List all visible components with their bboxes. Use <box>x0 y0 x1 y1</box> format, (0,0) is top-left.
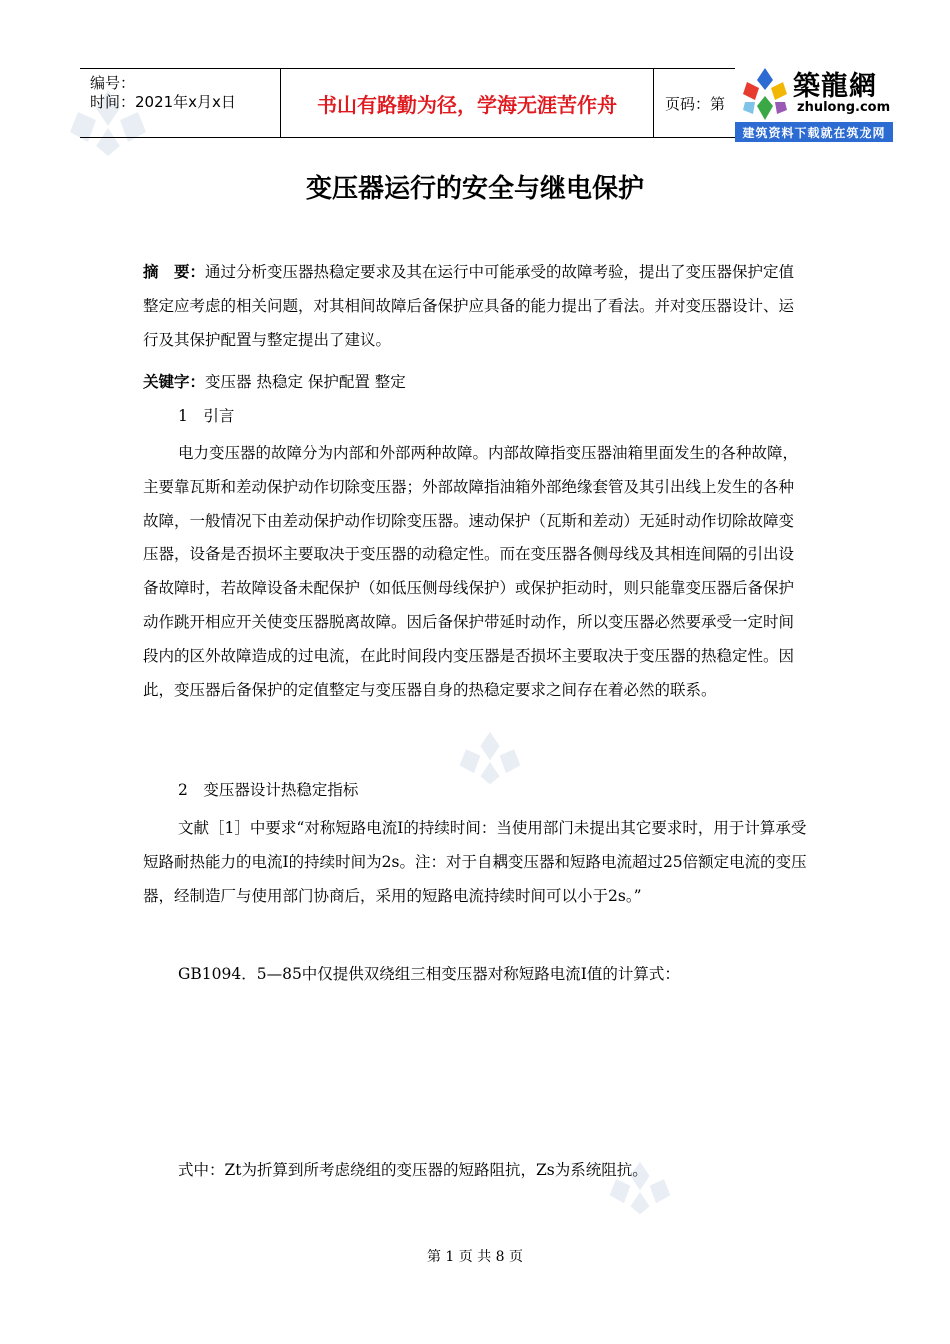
keywords-paragraph <box>143 366 808 400</box>
formula-note: 式中：Zt为折算到所考虑绕组的变压器的短路阻抗，Zs为系统阻抗。 <box>178 1161 648 1179</box>
logo-wordmark: 築龍網 <box>793 71 877 102</box>
page-number-label: 页码：第 <box>665 94 726 113</box>
gb-standard-line: GB1094．5—85中仅提供双绕组三相变压器对称短路电流I值的计算式： <box>178 965 680 983</box>
header-meta-cell <box>80 69 281 137</box>
keywords-text: 变压器 热稳定 保护配置 整定 <box>205 373 406 391</box>
header-motto: 书山有路勤为径，学海无涯苦作舟 <box>281 69 654 137</box>
section-1-body: 电力变压器的故障分为内部和外部两种故障。内部故障指变压器油箱里面发生的各种故障，主要靠瓦斯和差动保护动作切除变压器；外部故障指油箱外部绝缘套管及其引出线上发生的各种故障，一般情况下由差动保护动作切除变压器。速动保护（瓦斯和差动）无延时动作切除故障变压器，设备是否损坏主要取决于变压器的动稳定性。而在变压器各侧母线及其相连间隔的引出设备故障时，若故障设备未配保护（如低压侧母线保护）或保护拒动时，则只能靠变压器后备保护动作跳开相应开关使变压器脱离故障。因后备保护带延时动作，所以变压器必然要承受一定时间段内的区外故障造成的过电流，在此时间段内变压器是否损坏主要取决于变压器的热稳定性。因此，变压器后备保护的定值整定与变压器自身的热稳定要求之间存在着必然的联系。 <box>143 444 799 699</box>
document-date-label: 时间：2021年x月x日 <box>90 93 236 111</box>
section-2-body: 文献［1］中要求“对称短路电流I的持续时间：当使用部门未提出其它要求时，用于计算承受短路耐热能力的电流I的持续时间为2s。注：对于自耦变压器和短路电流超过25倍额定电流的变压器，经制造厂与使用部门协商后，采用的短路电流持续时间可以小于2s。” <box>143 819 807 905</box>
logo-site: zhulong.com <box>797 100 891 115</box>
logo-slogan: 建筑资料下载就在筑龙网 <box>735 122 893 142</box>
abstract-paragraph <box>143 256 808 357</box>
section-2-heading: 2 变压器设计热稳定指标 <box>178 781 359 799</box>
abstract-text: 通过分析变压器热稳定要求及其在运行中可能承受的故障考验，提出了变压器保护定值整定应考虑的相关问题，对其相间故障后备保护应具备的能力提出了看法。并对变压器设计、运行及其保护配置与整定提出了建议。 <box>143 263 795 349</box>
document-number-label: 编号： <box>90 74 136 92</box>
keywords-label: 关键字： <box>143 373 206 391</box>
page-footer: 第 1 页 共 8 页 <box>426 1249 524 1265</box>
section-1-heading: 1 引言 <box>178 407 235 425</box>
logo-snowflake-icon <box>737 66 793 122</box>
document-title: 变压器运行的安全与继电保护 <box>305 174 644 204</box>
abstract-label: 摘 要： <box>143 263 206 281</box>
zhulong-logo <box>735 64 893 142</box>
